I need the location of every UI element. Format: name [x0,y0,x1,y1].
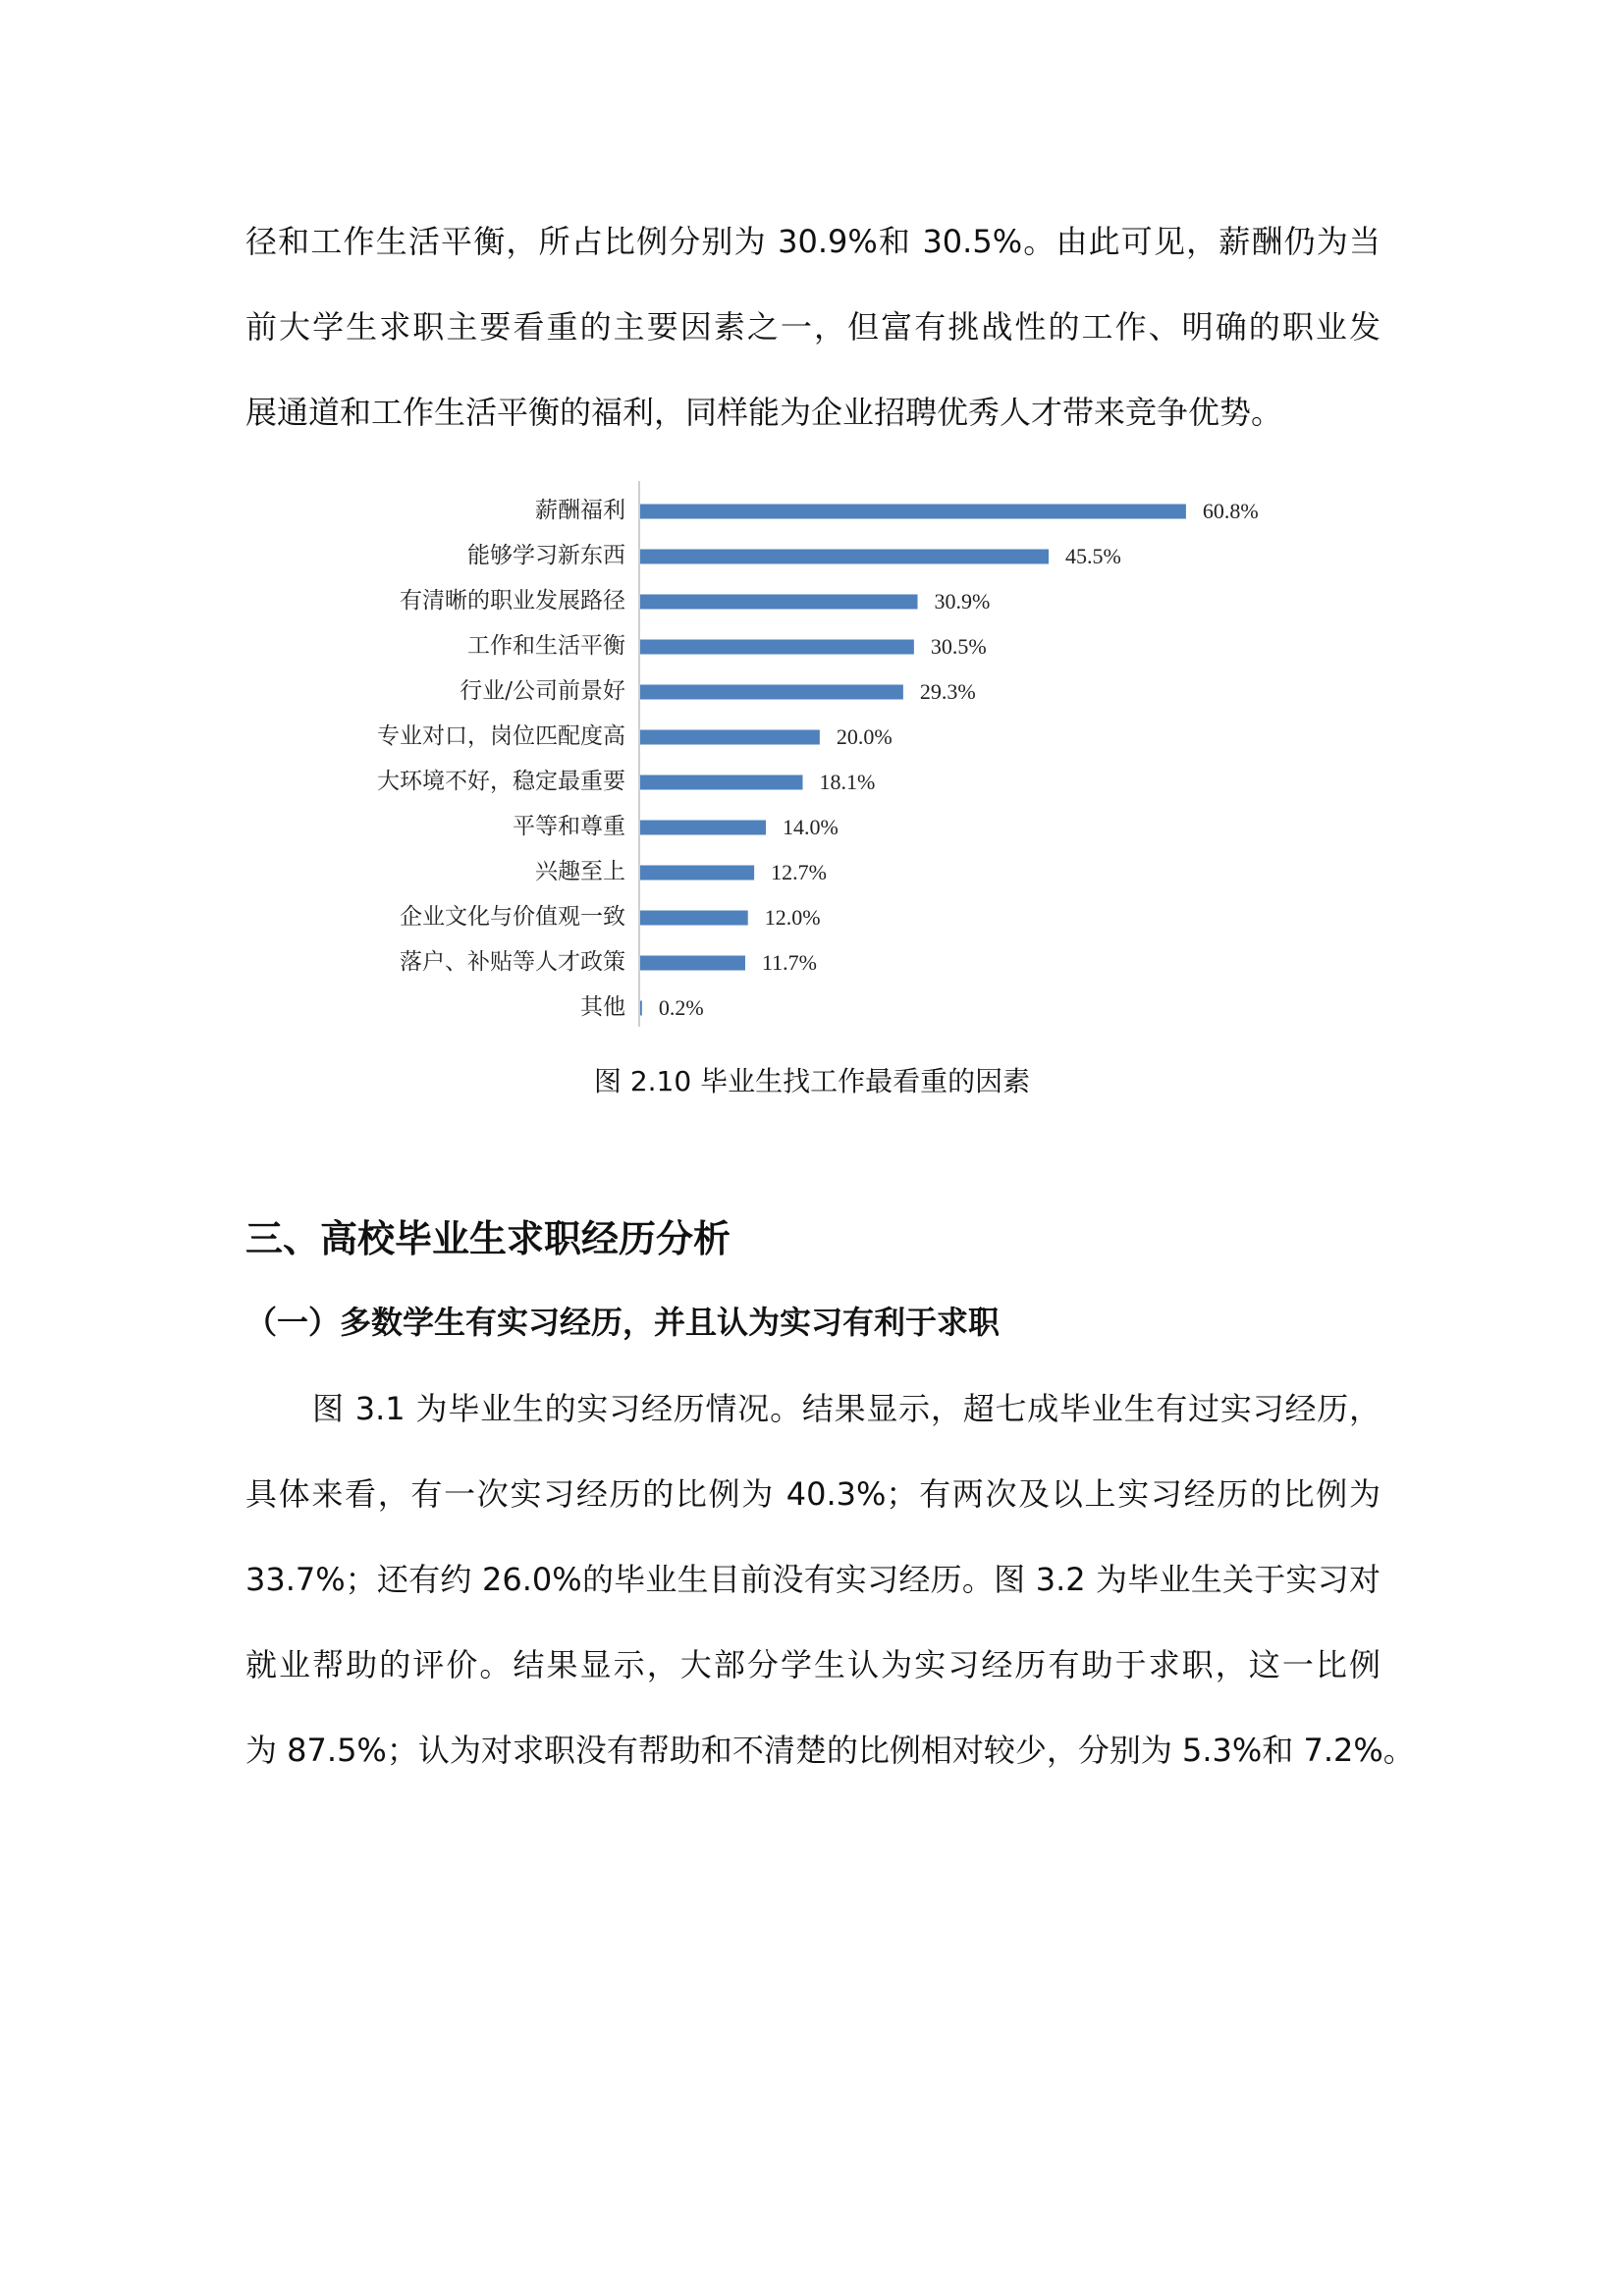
data-label: 29.3% [919,679,976,705]
sub-heading: （一）多数学生有实习经历，并且认为实习有利于求职 [245,1304,1001,1341]
bar [640,911,748,926]
category-label: 有清晰的职业发展路径 [400,588,625,614]
data-label: 30.9% [934,589,991,614]
data-label: 30.5% [930,634,987,660]
paragraph-line: 图 3.1 为毕业生的实习经历情况。结果显示，超七成毕业生有过实习经历， [312,1390,1380,1427]
category-label: 落户、补贴等人才政策 [400,949,625,975]
category-label: 兴趣至上 [535,859,625,884]
bar [640,821,766,835]
category-label: 大环境不好，稳定最重要 [377,769,625,794]
bar [640,1001,642,1016]
data-label: 12.0% [764,905,821,931]
data-label: 60.8% [1202,499,1259,524]
bar [640,550,1049,564]
paragraph-line: 径和工作生活平衡，所占比例分别为 30.9%和 30.5%。由此可见，薪酬仍为当 [245,223,1380,260]
factors-bar-chart [245,479,1380,1029]
bar [640,956,745,971]
category-label: 专业对口，岗位匹配度高 [377,723,625,749]
data-label: 0.2% [658,995,704,1021]
paragraph-line: 33.7%；还有约 26.0%的毕业生目前没有实习经历。图 3.2 为毕业生关于实习对 [245,1561,1380,1598]
bar [640,775,802,790]
chart-canvas [245,479,1380,1029]
bar [640,685,903,700]
section-heading: 三、高校毕业生求职经历分析 [245,1217,731,1260]
paragraph-line: 就业帮助的评价。结果显示，大部分学生认为实习经历有助于求职，这一比例 [245,1646,1380,1683]
bar [640,505,1186,519]
category-label: 平等和尊重 [513,814,625,839]
category-label: 企业文化与价值观一致 [400,904,625,930]
paragraph-line: 具体来看，有一次实习经历的比例为 40.3%；有两次及以上实习经历的比例为 [245,1475,1380,1513]
data-label: 20.0% [836,724,893,750]
bar [640,730,820,745]
figure-caption: 图 2.10 毕业生找工作最看重的因素 [593,1065,1031,1097]
intro-paragraph [245,199,1380,455]
internship-paragraph [245,1366,1415,1793]
category-label: 工作和生活平衡 [467,633,625,659]
category-label: 行业/公司前景好 [460,678,625,704]
data-label: 18.1% [819,770,876,795]
data-label: 11.7% [761,950,817,976]
category-label: 能够学习新东西 [467,543,625,568]
data-label: 14.0% [783,815,839,840]
paragraph-line: 为 87.5%；认为对求职没有帮助和不清楚的比例相对较少，分别为 5.3%和 7.2%。 [245,1732,1415,1769]
bar [640,866,754,881]
data-label: 45.5% [1065,544,1121,569]
category-label: 其他 [580,994,625,1020]
category-label: 薪酬福利 [535,498,625,523]
paragraph-line: 前大学生求职主要看重的主要因素之一，但富有挑战性的工作、明确的职业发 [245,308,1380,346]
data-label: 12.7% [771,860,827,885]
paragraph-line: 展通道和工作生活平衡的福利，同样能为企业招聘优秀人才带来竞争优势。 [245,394,1283,431]
bar [640,640,914,655]
bar [640,595,918,610]
